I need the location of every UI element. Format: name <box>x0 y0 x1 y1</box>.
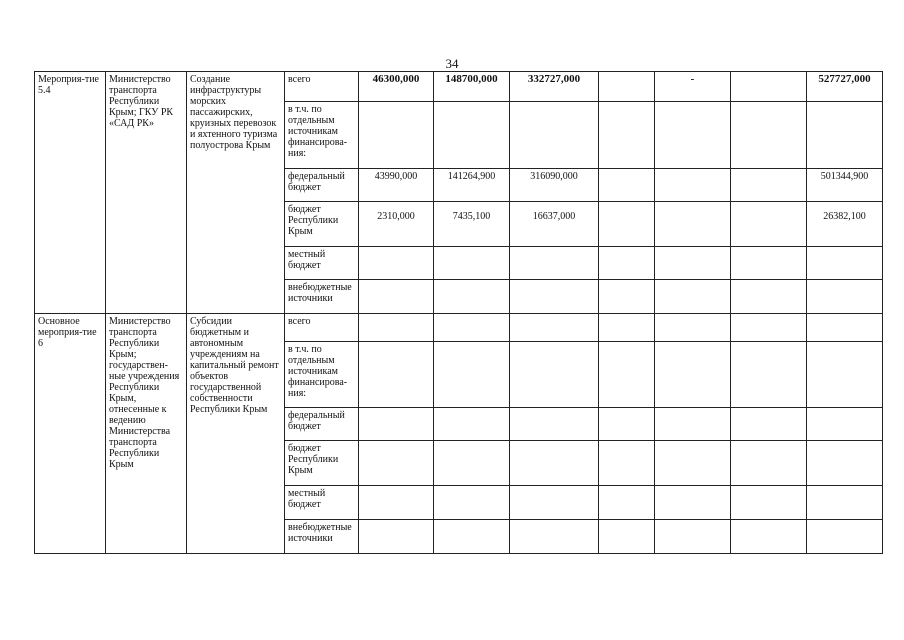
value-cell <box>359 441 434 486</box>
value-cell: 16637,000 <box>510 202 599 247</box>
source-label: внебюджетные источники <box>285 280 359 314</box>
value-cell <box>510 342 599 408</box>
value-cell <box>807 486 883 520</box>
value-cell <box>359 486 434 520</box>
value-cell: 527727,000 <box>807 72 883 102</box>
value-cell: - <box>655 72 731 102</box>
value-cell <box>599 342 655 408</box>
value-cell <box>731 441 807 486</box>
value-cell <box>434 520 510 554</box>
value-cell <box>807 441 883 486</box>
value-cell <box>807 247 883 280</box>
value-cell <box>655 202 731 247</box>
value-cell <box>359 102 434 169</box>
source-label: федеральный бюджет <box>285 169 359 202</box>
source-label: в т.ч. по отдельным источникам финансирова-ния: <box>285 342 359 408</box>
value-cell: 2310,000 <box>359 202 434 247</box>
value-cell <box>731 486 807 520</box>
value-cell <box>359 280 434 314</box>
value-cell <box>359 520 434 554</box>
value-cell <box>655 314 731 342</box>
value-cell: 148700,000 <box>434 72 510 102</box>
value-cell <box>599 486 655 520</box>
value-cell <box>807 408 883 441</box>
value-cell <box>510 486 599 520</box>
value-cell <box>655 342 731 408</box>
value-cell <box>731 314 807 342</box>
value-cell <box>434 247 510 280</box>
source-label: бюджет Республики Крым <box>285 441 359 486</box>
value-cell: 46300,000 <box>359 72 434 102</box>
value-cell: 141264,900 <box>434 169 510 202</box>
value-cell <box>655 169 731 202</box>
value-cell: 7435,100 <box>434 202 510 247</box>
source-label: местный бюджет <box>285 247 359 280</box>
value-cell <box>655 247 731 280</box>
value-cell <box>655 441 731 486</box>
value-cell <box>510 314 599 342</box>
page-number: 34 <box>445 56 459 71</box>
measure-description: Субсидии бюджетным и автономным учреждениям на капитальный ремонт объектов государственной собственности Республики Крым <box>187 314 285 554</box>
value-cell <box>807 314 883 342</box>
value-cell <box>434 280 510 314</box>
value-cell <box>510 520 599 554</box>
value-cell <box>510 247 599 280</box>
value-cell: 501344,900 <box>807 169 883 202</box>
value-cell <box>731 408 807 441</box>
value-cell <box>655 280 731 314</box>
measure-name: Основное мероприя-тие 6 <box>35 314 106 554</box>
value-cell <box>731 247 807 280</box>
value-cell: 43990,000 <box>359 169 434 202</box>
value-cell <box>599 520 655 554</box>
value-cell <box>434 441 510 486</box>
value-cell <box>359 342 434 408</box>
value-cell <box>434 102 510 169</box>
value-cell <box>359 408 434 441</box>
source-label: внебюджетные источники <box>285 520 359 554</box>
value-cell <box>731 202 807 247</box>
value-cell <box>599 202 655 247</box>
value-cell <box>807 280 883 314</box>
value-cell <box>807 520 883 554</box>
value-cell <box>510 280 599 314</box>
value-cell <box>359 247 434 280</box>
value-cell <box>510 408 599 441</box>
value-cell <box>510 441 599 486</box>
value-cell <box>599 102 655 169</box>
value-cell: 26382,100 <box>807 202 883 247</box>
measure-name: Мероприя-тие 5.4 <box>35 72 106 314</box>
value-cell <box>434 342 510 408</box>
financing-table <box>34 71 883 554</box>
value-cell <box>434 314 510 342</box>
value-cell <box>655 102 731 169</box>
value-cell <box>731 520 807 554</box>
executor-name: Министерство транспорта Республики Крым; ГКУ РК «САД РК» <box>106 72 187 314</box>
source-label: бюджет Республики Крым <box>285 202 359 247</box>
value-cell <box>434 408 510 441</box>
table-row <box>35 314 883 342</box>
value-cell <box>655 520 731 554</box>
source-label: местный бюджет <box>285 486 359 520</box>
table-row <box>35 72 883 102</box>
value-cell <box>731 342 807 408</box>
value-cell <box>599 247 655 280</box>
source-label: в т.ч. по отдельным источникам финансирова-ния: <box>285 102 359 169</box>
value-cell <box>731 102 807 169</box>
value-cell <box>599 314 655 342</box>
value-cell <box>599 441 655 486</box>
executor-name: Министерство транспорта Республики Крым; государствен-ные учреждения Республики Крым, отнесенные к ведению Министерства транспорта Республики Крым <box>106 314 187 554</box>
value-cell <box>510 102 599 169</box>
value-cell <box>359 314 434 342</box>
value-cell <box>731 72 807 102</box>
value-cell <box>731 169 807 202</box>
value-cell <box>807 342 883 408</box>
value-cell <box>655 486 731 520</box>
value-cell <box>599 169 655 202</box>
value-cell <box>599 408 655 441</box>
measure-description: Создание инфраструктуры морских пассажирских, круизных перевозок и яхтенного туризма полуострова Крым <box>187 72 285 314</box>
value-cell <box>434 486 510 520</box>
source-label: всего <box>285 314 359 342</box>
value-cell <box>599 72 655 102</box>
source-label: всего <box>285 72 359 102</box>
value-cell <box>599 280 655 314</box>
value-cell: 316090,000 <box>510 169 599 202</box>
source-label: федеральный бюджет <box>285 408 359 441</box>
value-cell: 332727,000 <box>510 72 599 102</box>
value-cell <box>807 102 883 169</box>
value-cell <box>655 408 731 441</box>
value-cell <box>731 280 807 314</box>
